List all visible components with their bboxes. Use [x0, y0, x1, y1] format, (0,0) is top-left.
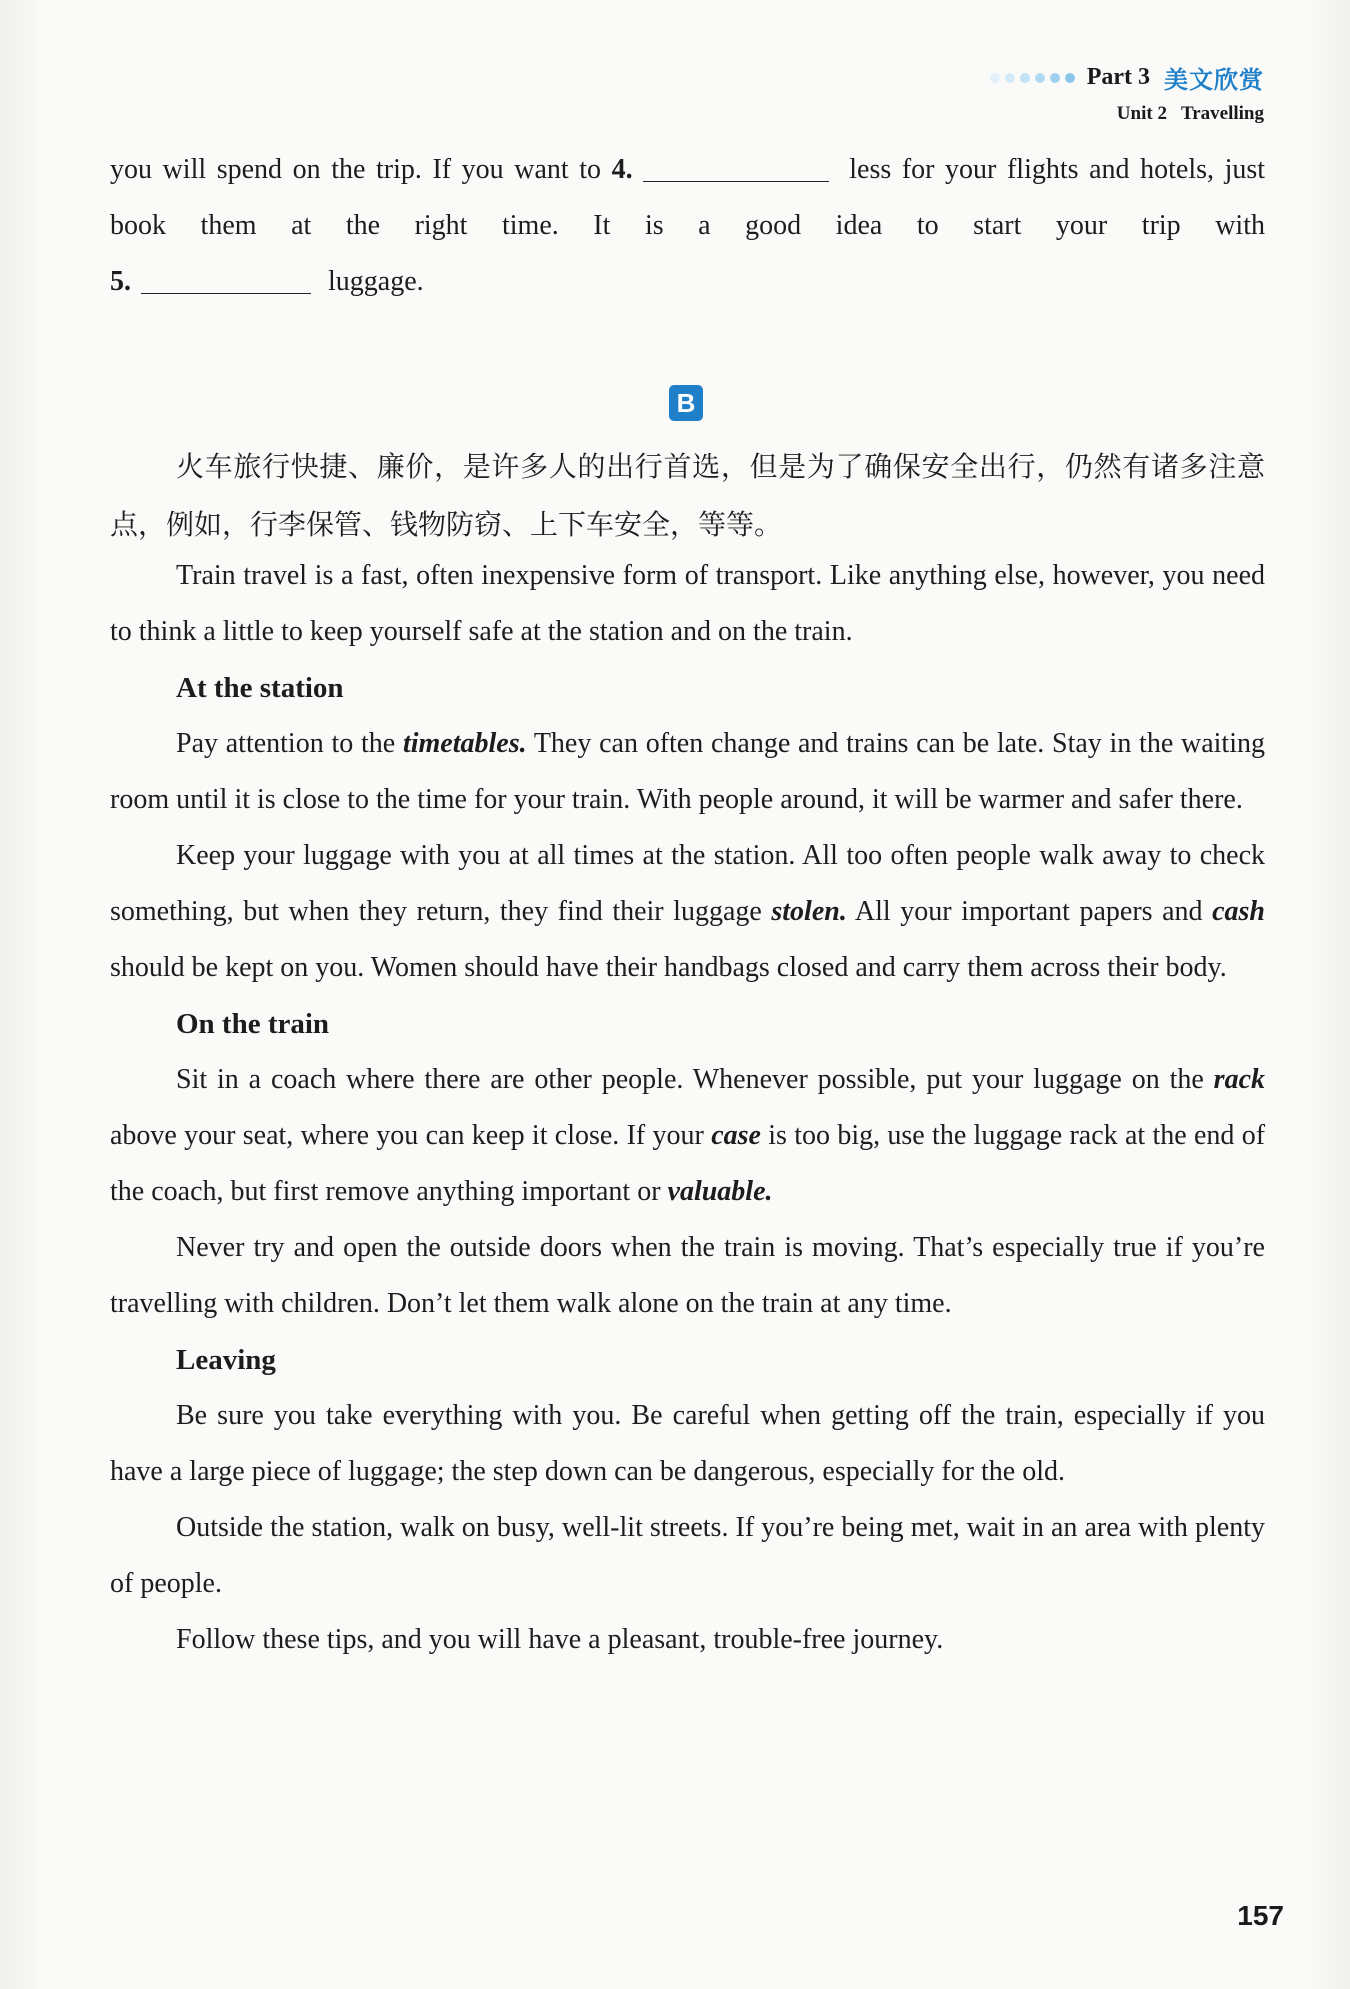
keyword-cash: cash [1212, 896, 1266, 927]
unit-title: Travelling [1180, 103, 1264, 124]
keyword-case: case [711, 1120, 761, 1151]
paragraph: 5. luggage. [110, 254, 1265, 310]
heading-on-the-train: On the train [176, 1008, 330, 1040]
article-body [110, 548, 1265, 1668]
heading-at-the-station: At the station [176, 672, 344, 704]
blank-number-5: 5. [110, 266, 131, 297]
section-a-tail [110, 142, 1265, 310]
paragraph: Keep your luggage with you at all times at the station. All too often people walk away to check something, but when they return, they find their luggage stolen. All your important papers and cash should be kept on you. Women should have their handbags closed and carry them across their body. [110, 840, 1266, 983]
blank-5[interactable] [141, 263, 311, 294]
decorative-dots [990, 73, 1075, 83]
paragraph: you will spend on the trip. If you want to 4. less for your flights and hotels, just book them at the right time. It is a good idea to start your trip with [110, 142, 1265, 254]
keyword-stolen: stolen. [771, 896, 847, 927]
blank-4[interactable] [643, 151, 829, 182]
keyword-rack: rack [1213, 1064, 1265, 1095]
part-title-cn: 美文欣赏 [1164, 66, 1264, 94]
paragraph: Pay attention to the timetables. They can often change and trains can be late. Stay in the waiting room until it is close to the time for your train. With people around, it will be warmer and safer there. [110, 728, 1265, 815]
blank-number-4: 4. [611, 154, 633, 185]
paragraph: Be sure you take everything with you. Be careful when getting off the train, especially if you have a large piece of luggage; the step down can be dangerous, especially for the old. [110, 1400, 1265, 1487]
intro-paragraph: Train travel is a fast, often inexpensive form of transport. Like anything else, however, you need to think a little to keep yourself safe at the station and on the train. [110, 560, 1265, 647]
unit-label: Unit 2 [1116, 103, 1167, 124]
page-number: 157 [1237, 1900, 1284, 1931]
paragraph: Outside the station, walk on busy, well-lit streets. If you’re being met, wait in an area with plenty of people. [110, 1512, 1265, 1599]
keyword-timetables: timetables. [402, 728, 527, 759]
running-header [990, 60, 1264, 125]
heading-leaving: Leaving [176, 1344, 276, 1376]
chinese-intro: 火车旅行快捷、廉价，是许多人的出行首选，但是为了确保安全出行，仍然有诸多注意点，例如，行李保管、钱物防窃、上下车安全，等等。 [110, 450, 1265, 541]
paragraph: Never try and open the outside doors when the train is moving. That’s especially true if you’re travelling with children. Don’t let them walk alone on the train at any time. [110, 1232, 1265, 1319]
paragraph: Sit in a coach where there are other people. Whenever possible, put your luggage on the rack above your seat, where you can keep it close. If your case is too big, use the luggage rack at the end of the coach, but first remove anything important or valuable. [110, 1064, 1266, 1207]
part-label: Part 3 [1086, 64, 1150, 90]
keyword-valuable: valuable. [667, 1176, 773, 1207]
section-b-badge: B [669, 385, 703, 421]
paragraph: Follow these tips, and you will have a pleasant, trouble-free journey. [176, 1624, 944, 1655]
